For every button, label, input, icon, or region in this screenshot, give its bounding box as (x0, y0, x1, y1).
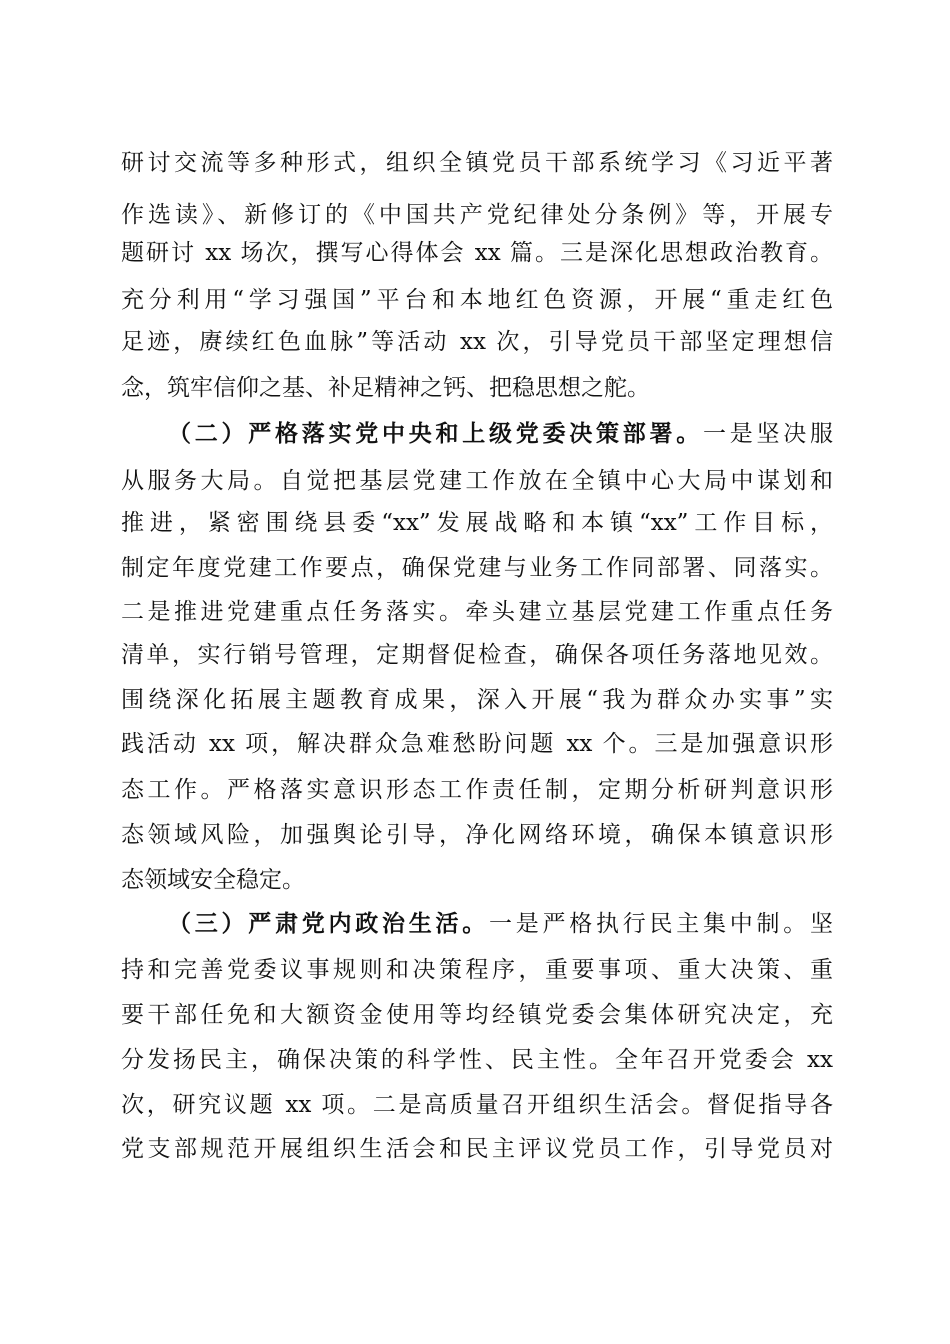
paragraph-2-line-8: 践活动 xx 项，解决群众急难愁盼问题 xx 个。三是加强意识形 (121, 731, 833, 757)
paragraph-3-line-3: 要干部任免和大额资金使用等均经镇党委会集体研究决定，充 (121, 1002, 833, 1028)
paragraph-3-line-5: 次，研究议题 xx 项。二是高质量召开组织生活会。督促指导各 (121, 1092, 833, 1118)
paragraph-1-line-1: 研讨交流等多种形式，组织全镇党员干部系统学习《习近平著 (121, 150, 833, 176)
paragraph-2-line-10: 态领域风险，加强舆论引导，净化网络环境，确保本镇意识形 (121, 822, 833, 848)
paragraph-3-line-6: 党支部规范开展组织生活会和民主评议党员工作，引导党员对 (121, 1136, 833, 1162)
paragraph-2-line-4: 制定年度党建工作要点，确保党建与业务工作同部署、同落实。 (121, 555, 833, 581)
paragraph-1-line-5: 足迹，赓续红色血脉”等活动 xx 次，引导党员干部坚定理想信 (121, 329, 833, 355)
paragraph-3-line-4: 分发扬民主，确保决策的科学性、民主性。全年召开党委会 xx (121, 1047, 833, 1073)
paragraph-3-line-2: 持和完善党委议事规则和决策程序，重要事项、重大决策、重 (121, 957, 833, 983)
paragraph-3-first-line-rest: 一是严格执行民主集中制。坚 (489, 911, 833, 937)
paragraph-1-line-2: 作选读》、新修订的《中国共产党纪律处分条例》等，开展专 (121, 202, 833, 228)
paragraph-3-heading: （三）严肃党内政治生活。 (168, 910, 489, 937)
paragraph-1-line-4: 充分利用“学习强国”平台和本地红色资源，开展“重走红色 (121, 287, 833, 313)
paragraph-2-first-line-rest: 一是坚决服 (703, 421, 833, 447)
paragraph-2-line-6: 清单，实行销号管理，定期督促检查，确保各项任务落地见效。 (121, 642, 833, 668)
paragraph-2-heading: （二）严格落实党中央和上级党委决策部署。 (168, 420, 703, 447)
paragraph-2-line-11: 态领域安全稳定。 (121, 867, 305, 893)
paragraph-2-line-3: 推进，紧密围绕县委“xx”发展战略和本镇“xx”工作目标， (121, 510, 833, 536)
paragraph-2-line-5: 二是推进党建重点任务落实。牵头建立基层党建工作重点任务 (121, 599, 833, 625)
paragraph-3-line-1 (168, 904, 833, 944)
paragraph-2-line-2: 从服务大局。自觉把基层党建工作放在全镇中心大局中谋划和 (121, 468, 833, 494)
paragraph-1-line-6: 念，筑牢信仰之基、补足精神之钙、把稳思想之舵。 (121, 375, 650, 401)
paragraph-2-line-7: 围绕深化拓展主题教育成果，深入开展“我为群众办实事”实 (121, 687, 833, 713)
paragraph-2-line-9: 态工作。严格落实意识形态工作责任制，定期分析研判意识形 (121, 777, 833, 803)
paragraph-1-line-3: 题研讨 xx 场次，撰写心得体会 xx 篇。三是深化思想政治教育。 (121, 240, 833, 266)
paragraph-2-line-1 (168, 414, 833, 454)
